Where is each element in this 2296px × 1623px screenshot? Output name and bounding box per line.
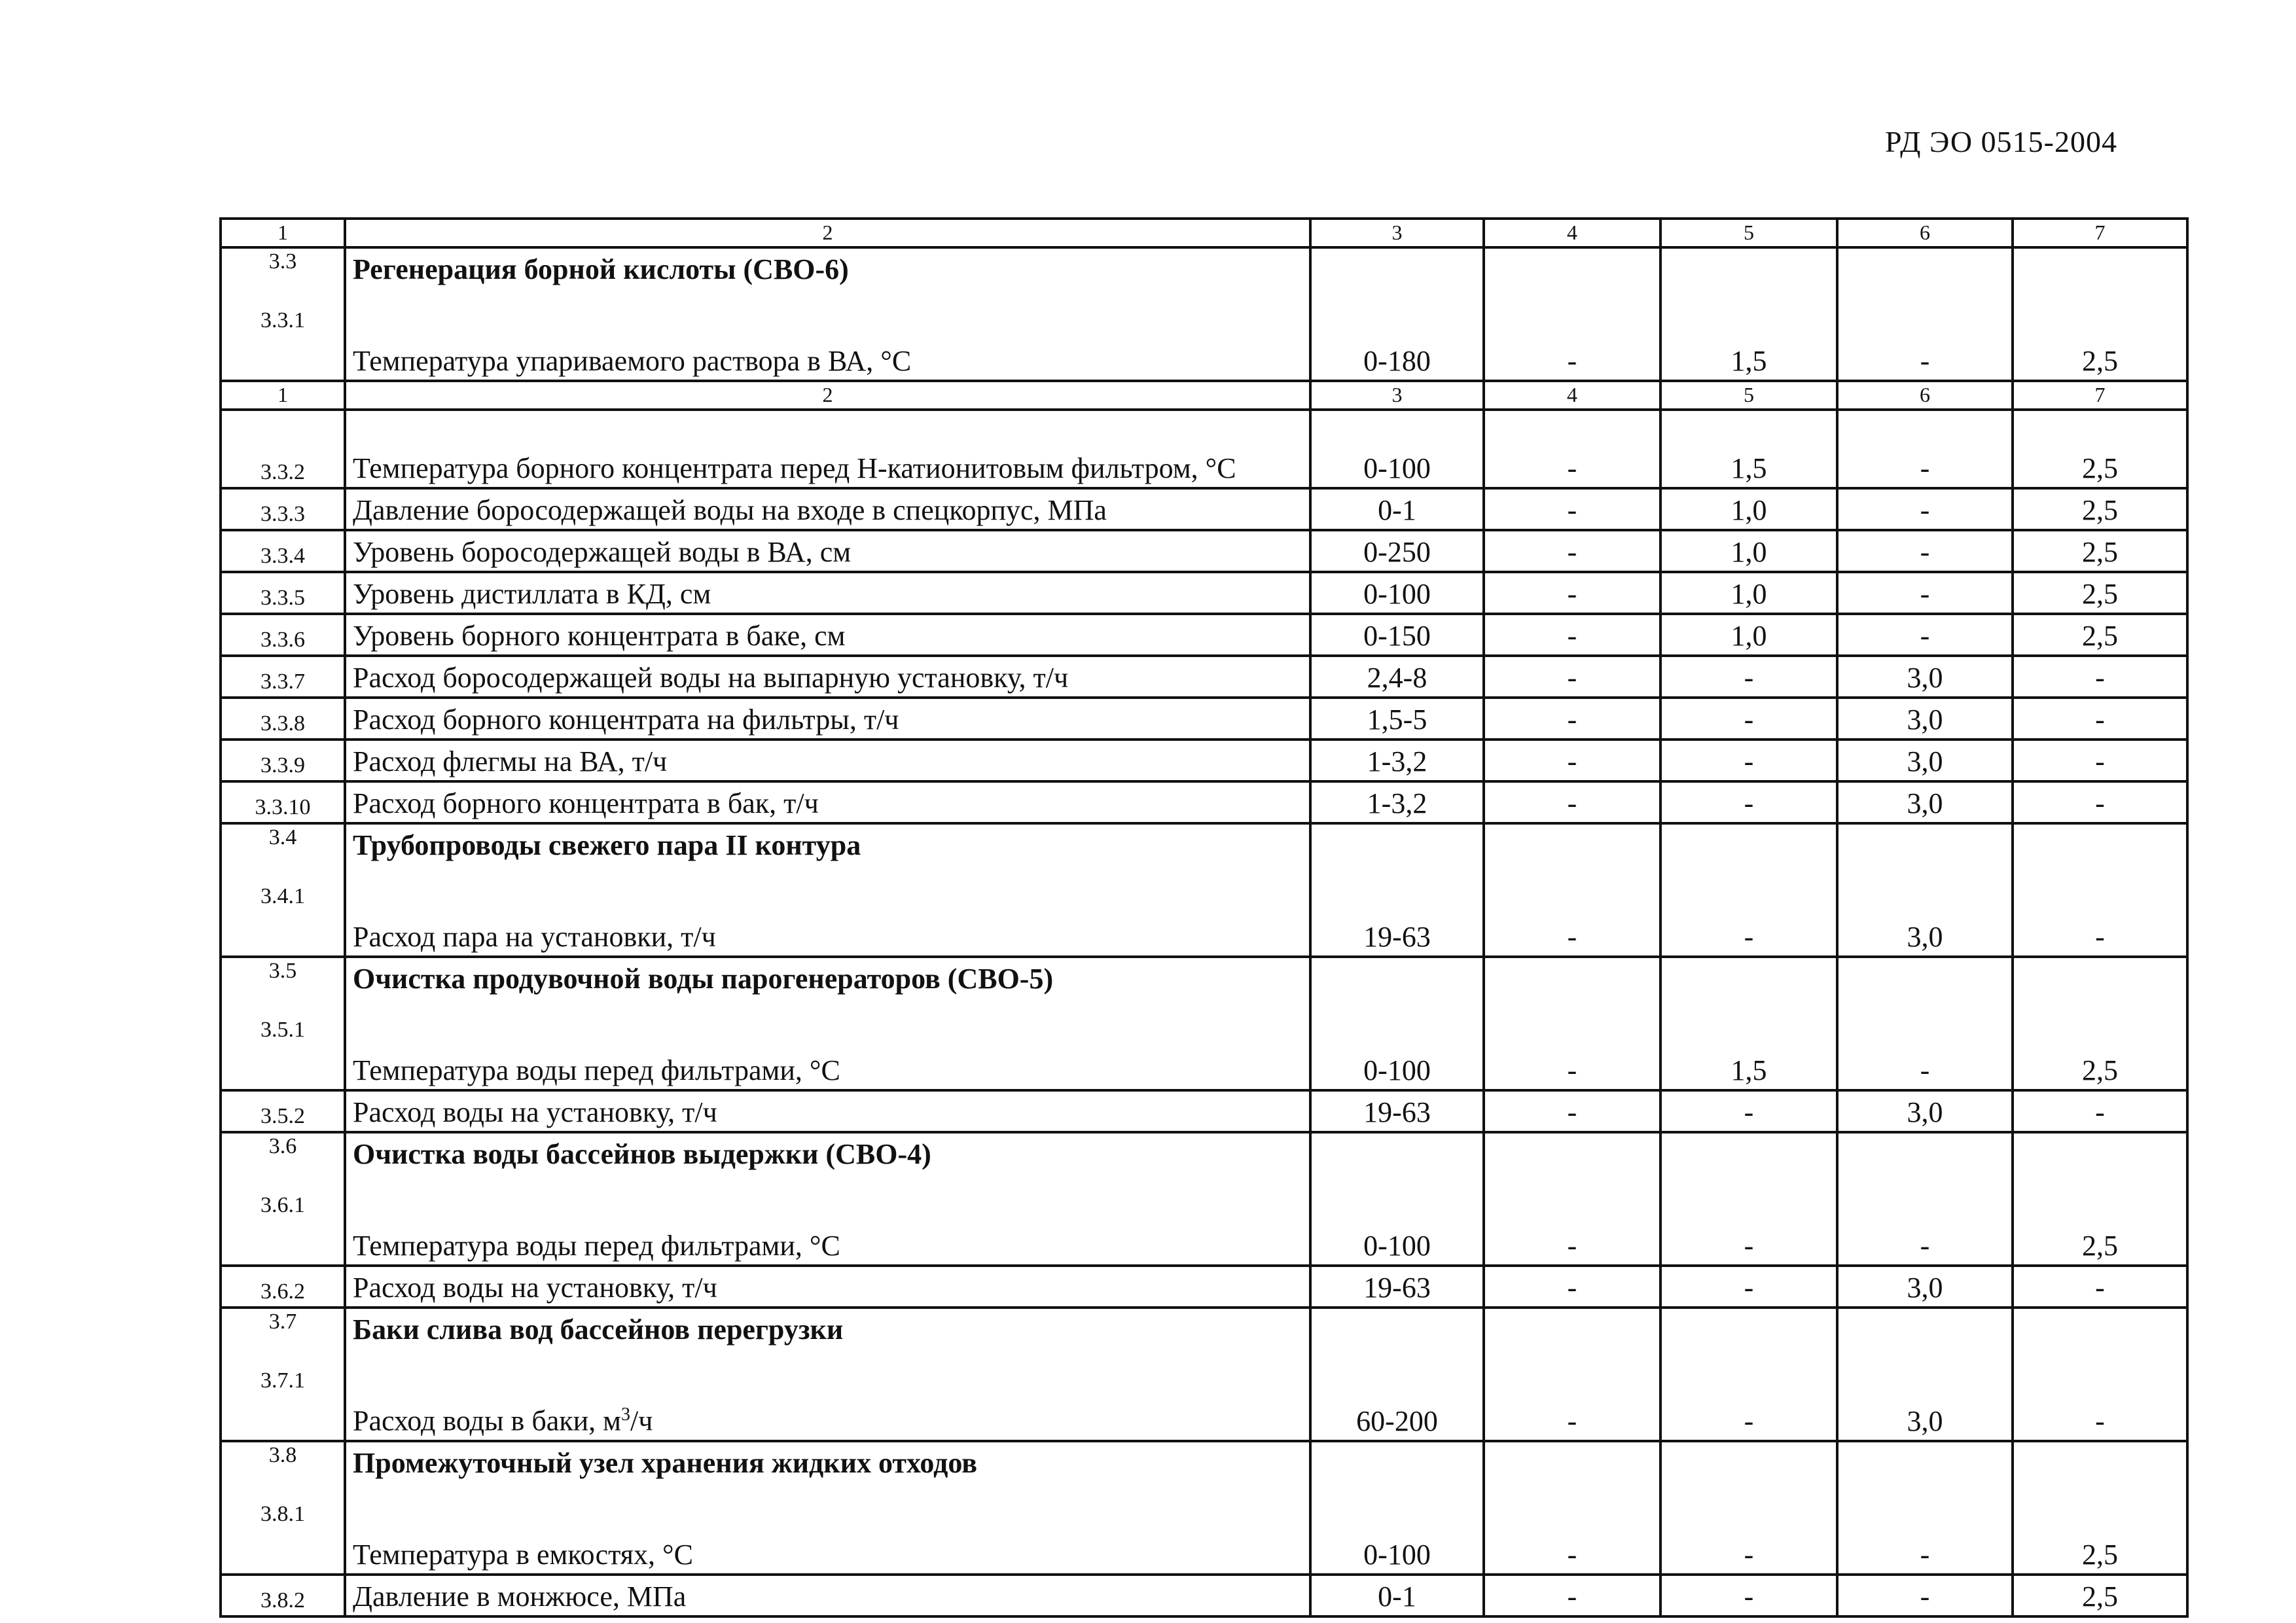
- section-row: [221, 247, 2187, 289]
- section-row: [221, 1132, 2187, 1174]
- empty-cell: [1660, 247, 1837, 289]
- row-number: 3.3.6: [221, 614, 345, 656]
- empty-cell: [1310, 823, 1484, 865]
- empty-cell: [1310, 247, 1484, 289]
- parameter-name: Расход воды на установку, т/ч: [345, 1090, 1310, 1132]
- value-col-6: -: [1837, 614, 2013, 656]
- value-col-7: -: [2013, 656, 2187, 698]
- section-title-text: Очистка воды бассейнов выдержки (СВО-4): [353, 1138, 931, 1170]
- row-number: 3.3.9: [221, 740, 345, 781]
- section-row: [221, 957, 2187, 999]
- section-number: 3.7: [221, 1308, 345, 1349]
- measurement-range: 2,4-8: [1310, 656, 1484, 698]
- header-cell-5: 5: [1660, 381, 1837, 410]
- empty-cell: [2013, 247, 2187, 289]
- empty-cell: [1837, 957, 2013, 999]
- value-col-6: 3,0: [1837, 740, 2013, 781]
- parameter-name: Температура упариваемого раствора в ВА, °С: [345, 289, 1310, 381]
- value-col-4: -: [1484, 656, 1660, 698]
- measurement-range: 1-3,2: [1310, 781, 1484, 823]
- value-col-6: 3,0: [1837, 865, 2013, 957]
- section-row: [221, 823, 2187, 865]
- table-row: [221, 530, 2187, 572]
- value-col-7: 2,5: [2013, 572, 2187, 614]
- column-number-header: [221, 219, 2187, 247]
- value-col-5: -: [1660, 1575, 1837, 1616]
- value-col-5: -: [1660, 1266, 1837, 1308]
- row-number: 3.3.10: [221, 781, 345, 823]
- measurement-range: 19-63: [1310, 1266, 1484, 1308]
- value-col-5: -: [1660, 656, 1837, 698]
- value-col-4: -: [1484, 289, 1660, 381]
- value-col-6: 3,0: [1837, 1266, 2013, 1308]
- value-col-7: 2,5: [2013, 1174, 2187, 1266]
- row-number: 3.3.7: [221, 656, 345, 698]
- value-col-6: -: [1837, 289, 2013, 381]
- parameter-name: Расход борного концентрата на фильтры, т/ч: [345, 698, 1310, 740]
- value-col-5: -: [1660, 1483, 1837, 1575]
- document-code: РД ЭО 0515-2004: [1885, 125, 2117, 158]
- row-number: 3.3.2: [221, 410, 345, 488]
- header-cell-3: 3: [1310, 381, 1484, 410]
- measurement-range: 0-150: [1310, 614, 1484, 656]
- measurement-range: 19-63: [1310, 1090, 1484, 1132]
- section-title: [345, 1441, 1310, 1483]
- measurement-range: 0-100: [1310, 1174, 1484, 1266]
- empty-cell: [1484, 247, 1660, 289]
- measurement-range: 1-3,2: [1310, 740, 1484, 781]
- table-row: [221, 999, 2187, 1090]
- section-title-text: Регенерация борной кислоты (СВО-6): [353, 253, 849, 285]
- value-col-5: 1,5: [1660, 289, 1837, 381]
- row-number: 3.8.1: [221, 1483, 345, 1575]
- parameter-name: Расход флегмы на ВА, т/ч: [345, 740, 1310, 781]
- value-col-4: -: [1484, 1575, 1660, 1616]
- value-col-6: -: [1837, 572, 2013, 614]
- value-col-7: -: [2013, 1090, 2187, 1132]
- value-col-6: 3,0: [1837, 1349, 2013, 1441]
- header-cell-2: 2: [345, 381, 1310, 410]
- header-cell-4: 4: [1484, 381, 1660, 410]
- value-col-4: -: [1484, 865, 1660, 957]
- empty-cell: [1660, 1132, 1837, 1174]
- value-col-4: -: [1484, 1266, 1660, 1308]
- value-col-5: -: [1660, 1174, 1837, 1266]
- row-number: 3.4.1: [221, 865, 345, 957]
- row-number: 3.3.4: [221, 530, 345, 572]
- empty-cell: [1837, 1132, 2013, 1174]
- empty-cell: [1484, 957, 1660, 999]
- section-title: [345, 1308, 1310, 1349]
- measurement-range: 0-100: [1310, 572, 1484, 614]
- section-title-text: Промежуточный узел хранения жидких отходов: [353, 1447, 978, 1479]
- section-number: 3.4: [221, 823, 345, 865]
- section-title: [345, 957, 1310, 999]
- parameter-name: Температура воды перед фильтрами, °С: [345, 1174, 1310, 1266]
- empty-cell: [1310, 1441, 1484, 1483]
- header-cell-7: 7: [2013, 219, 2187, 247]
- value-col-4: -: [1484, 1174, 1660, 1266]
- value-col-4: -: [1484, 1090, 1660, 1132]
- measurement-range: 0-100: [1310, 999, 1484, 1090]
- parameter-name: Расход борного концентрата в бак, т/ч: [345, 781, 1310, 823]
- value-col-5: 1,0: [1660, 530, 1837, 572]
- value-col-4: -: [1484, 1483, 1660, 1575]
- measurement-range: 0-1: [1310, 1575, 1484, 1616]
- value-col-6: 3,0: [1837, 656, 2013, 698]
- value-col-7: -: [2013, 865, 2187, 957]
- value-col-5: -: [1660, 1090, 1837, 1132]
- value-col-6: -: [1837, 1575, 2013, 1616]
- parameter-name-text: Расход воды в баки, м: [353, 1405, 622, 1438]
- empty-cell: [1660, 823, 1837, 865]
- table-row: [221, 410, 2187, 488]
- value-col-4: -: [1484, 781, 1660, 823]
- parameter-name: Уровень борного концентрата в баке, см: [345, 614, 1310, 656]
- value-col-6: -: [1837, 1174, 2013, 1266]
- value-col-4: -: [1484, 698, 1660, 740]
- measurement-range: 19-63: [1310, 865, 1484, 957]
- value-col-6: -: [1837, 410, 2013, 488]
- value-col-6: -: [1837, 530, 2013, 572]
- value-col-4: -: [1484, 1349, 1660, 1441]
- empty-cell: [2013, 823, 2187, 865]
- header-cell-1: 1: [221, 381, 345, 410]
- value-col-7: -: [2013, 1349, 2187, 1441]
- value-col-7: -: [2013, 740, 2187, 781]
- value-col-7: 2,5: [2013, 614, 2187, 656]
- row-number: 3.5.2: [221, 1090, 345, 1132]
- empty-cell: [2013, 1132, 2187, 1174]
- value-col-6: 3,0: [1837, 698, 2013, 740]
- value-col-5: 1,0: [1660, 488, 1837, 530]
- parameter-name: Уровень дистиллата в КД, см: [345, 572, 1310, 614]
- value-col-6: -: [1837, 999, 2013, 1090]
- measurement-range: 0-250: [1310, 530, 1484, 572]
- empty-cell: [1484, 823, 1660, 865]
- section-title: [345, 247, 1310, 289]
- table-row: [221, 1575, 2187, 1616]
- value-col-5: 1,0: [1660, 572, 1837, 614]
- table-row: [221, 781, 2187, 823]
- row-number: 3.6.2: [221, 1266, 345, 1308]
- value-col-4: -: [1484, 488, 1660, 530]
- parameter-name: Расход пара на установки, т/ч: [345, 865, 1310, 957]
- table-row: [221, 1483, 2187, 1575]
- parameter-name-unit: /ч: [630, 1405, 653, 1438]
- header-cell-5: 5: [1660, 219, 1837, 247]
- table-row: [221, 1349, 2187, 1441]
- row-number: 3.3.5: [221, 572, 345, 614]
- parameters-table: [219, 217, 2189, 1618]
- value-col-7: -: [2013, 781, 2187, 823]
- empty-cell: [1837, 247, 2013, 289]
- value-col-4: -: [1484, 530, 1660, 572]
- value-col-4: -: [1484, 572, 1660, 614]
- empty-cell: [1660, 1308, 1837, 1349]
- table-row: [221, 289, 2187, 381]
- value-col-4: -: [1484, 410, 1660, 488]
- section-row: [221, 1308, 2187, 1349]
- section-title: [345, 1132, 1310, 1174]
- value-col-7: -: [2013, 698, 2187, 740]
- value-col-6: -: [1837, 488, 2013, 530]
- empty-cell: [1837, 823, 2013, 865]
- value-col-5: -: [1660, 1349, 1837, 1441]
- measurement-range: 0-1: [1310, 488, 1484, 530]
- value-col-5: -: [1660, 865, 1837, 957]
- value-col-5: 1,5: [1660, 410, 1837, 488]
- value-col-7: 2,5: [2013, 1483, 2187, 1575]
- section-title: [345, 823, 1310, 865]
- row-number: 3.5.1: [221, 999, 345, 1090]
- empty-cell: [1310, 957, 1484, 999]
- parameter-name: Расход боросодержащей воды на выпарную установку, т/ч: [345, 656, 1310, 698]
- value-col-7: 2,5: [2013, 488, 2187, 530]
- measurement-range: 1,5-5: [1310, 698, 1484, 740]
- parameter-name: [345, 1349, 1310, 1441]
- table-row: [221, 1090, 2187, 1132]
- parameter-name: Температура борного концентрата перед Н-катионитовым фильтром, °С: [345, 410, 1310, 488]
- empty-cell: [1484, 1441, 1660, 1483]
- row-number: 3.3.8: [221, 698, 345, 740]
- parameter-name: Давление боросодержащей воды на входе в спецкорпус, МПа: [345, 488, 1310, 530]
- table-row: [221, 572, 2187, 614]
- empty-cell: [2013, 1308, 2187, 1349]
- section-number: 3.6: [221, 1132, 345, 1174]
- section-title-text: Очистка продувочной воды парогенераторов (СВО-5): [353, 963, 1054, 995]
- table-row: [221, 488, 2187, 530]
- value-col-5: 1,0: [1660, 614, 1837, 656]
- value-col-4: -: [1484, 740, 1660, 781]
- measurement-range: 60-200: [1310, 1349, 1484, 1441]
- header-cell-6: 6: [1837, 219, 2013, 247]
- header-cell-1: 1: [221, 219, 345, 247]
- value-col-7: 2,5: [2013, 530, 2187, 572]
- parameter-name: Уровень боросодержащей воды в ВА, см: [345, 530, 1310, 572]
- header-cell-6: 6: [1837, 381, 2013, 410]
- header-cell-7: 7: [2013, 381, 2187, 410]
- parameter-name: Температура в емкостях, °С: [345, 1483, 1310, 1575]
- value-col-7: 2,5: [2013, 999, 2187, 1090]
- section-title-text: Трубопроводы свежего пара II контура: [353, 829, 861, 861]
- section-number: 3.5: [221, 957, 345, 999]
- row-number: 3.7.1: [221, 1349, 345, 1441]
- header-cell-3: 3: [1310, 219, 1484, 247]
- value-col-5: -: [1660, 740, 1837, 781]
- empty-cell: [2013, 1441, 2187, 1483]
- table-row: [221, 698, 2187, 740]
- value-col-7: 2,5: [2013, 1575, 2187, 1616]
- value-col-4: -: [1484, 999, 1660, 1090]
- section-number: 3.8: [221, 1441, 345, 1483]
- table-row: [221, 656, 2187, 698]
- value-col-4: -: [1484, 614, 1660, 656]
- header-cell-2: 2: [345, 219, 1310, 247]
- measurement-range: 0-180: [1310, 289, 1484, 381]
- section-title-text: Баки слива вод бассейнов перегрузки: [353, 1313, 844, 1346]
- empty-cell: [1484, 1308, 1660, 1349]
- table-row: [221, 1266, 2187, 1308]
- empty-cell: [1310, 1132, 1484, 1174]
- row-number: 3.6.1: [221, 1174, 345, 1266]
- parameter-name: Давление в монжюсе, МПа: [345, 1575, 1310, 1616]
- value-col-7: -: [2013, 1266, 2187, 1308]
- empty-cell: [1484, 1132, 1660, 1174]
- section-row: [221, 1441, 2187, 1483]
- empty-cell: [1660, 957, 1837, 999]
- row-number: 3.3.3: [221, 488, 345, 530]
- value-col-7: 2,5: [2013, 289, 2187, 381]
- table-row: [221, 614, 2187, 656]
- empty-cell: [1310, 1308, 1484, 1349]
- header-cell-4: 4: [1484, 219, 1660, 247]
- value-col-6: 3,0: [1837, 781, 2013, 823]
- table-row: [221, 1174, 2187, 1266]
- value-col-5: 1,5: [1660, 999, 1837, 1090]
- column-number-header: [221, 381, 2187, 410]
- empty-cell: [2013, 957, 2187, 999]
- section-number: 3.3: [221, 247, 345, 289]
- empty-cell: [1660, 1441, 1837, 1483]
- unit-superscript: 3: [621, 1404, 631, 1425]
- empty-cell: [1837, 1308, 2013, 1349]
- value-col-5: -: [1660, 698, 1837, 740]
- row-number: 3.3.1: [221, 289, 345, 381]
- value-col-6: 3,0: [1837, 1090, 2013, 1132]
- value-col-6: -: [1837, 1483, 2013, 1575]
- measurement-range: 0-100: [1310, 410, 1484, 488]
- table-row: [221, 740, 2187, 781]
- parameter-name: Температура воды перед фильтрами, °С: [345, 999, 1310, 1090]
- parameter-name: Расход воды на установку, т/ч: [345, 1266, 1310, 1308]
- table-row: [221, 865, 2187, 957]
- value-col-7: 2,5: [2013, 410, 2187, 488]
- row-number: 3.8.2: [221, 1575, 345, 1616]
- value-col-5: -: [1660, 781, 1837, 823]
- empty-cell: [1837, 1441, 2013, 1483]
- measurement-range: 0-100: [1310, 1483, 1484, 1575]
